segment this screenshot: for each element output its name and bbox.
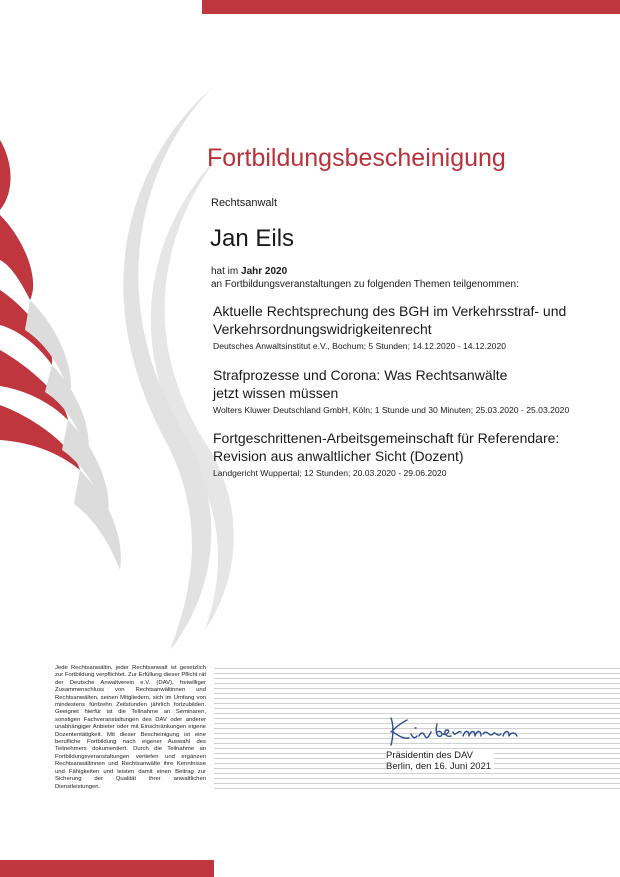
course-item [213,366,573,415]
handwritten-signature [385,712,525,748]
signature-place-date: Berlin, den 16. Juni 2021 [386,761,492,772]
course-title: Fortgeschrittenen-Arbeitsgemeinschaft für Referendare: Revision aus anwaltlicher Sicht (Dozent) [213,430,560,464]
intro-year: Jahr 2020 [241,266,288,277]
signatory-role: Präsidentin des DAV [386,750,473,761]
course-item [213,302,573,351]
course-item [213,429,573,478]
participant-name: Jan Eils [210,225,295,252]
document-title: Fortbildungsbescheinigung [207,144,506,172]
intro-prefix: hat im [211,266,242,277]
course-meta: Landgericht Wuppertal; 12 Stunden; 20.03.2020 - 29.06.2020 [213,468,447,478]
intro-text [211,265,519,291]
course-meta: Deutsches Anwaltsinstitut e.V., Bochum; 5 Stunden; 14.12.2020 - 14.12.2020 [213,341,507,351]
course-meta: Wolters Kluwer Deutschland GmbH, Köln; 1 Stunde und 30 Minuten; 25.03.2020 - 25.03.2020 [213,405,570,415]
course-title: Aktuelle Rechtsprechung des BGH im Verkehrsstraf- und Verkehrsordnungswidrigkeitenrecht [213,303,567,337]
salutation: Rechtsanwalt [211,197,278,209]
course-title: Strafprozesse und Corona: Was Rechtsanwälte jetzt wissen müssen [213,367,508,401]
bottom-accent-bar [0,860,214,877]
footer-disclaimer: Jede Rechtsanwältin, jeder Rechtsanwalt ist gesetzlich zur Fortbildung verpflichtet. Zur Erfüllung dieser Pflicht rät der Deutsche Anwaltverein e.V. (DAV), freiwilliger Zusammenschluss von Rechtsanwältinnen und Rechtsanwälten, seinen Mitgliedern, sich im Umfang von mindestens fünfzehn Zeitstunden jährlich fortzubilden. Geeignet hierfür ist die Teilnahme an Seminaren, sonstigen Fachveranstaltungen des DAV oder anderer unabhängiger Anbieter oder mit Einschränkungen eigene Dozententätigkeit. Mit dieser Bescheinigung ist eine berufliche Fortbildung nach eigener Auswahl des Teilnehmers dokumentiert. Durch die Teilnahme an Fortbildungsveranstaltungen vertiefen und ergänzen Rechtsanwältinnen und Rechtsanwälte ihre Kenntnisse und Fähigkeiten und leisten damit einen Beitrag zur Sicherung der Qualität ihrer anwaltlichen Dienstleistungen. [55,665,206,790]
intro-line2: an Fortbildungsveranstaltungen zu folgenden Themen teilgenommen: [211,279,519,290]
signature-block [386,749,494,773]
